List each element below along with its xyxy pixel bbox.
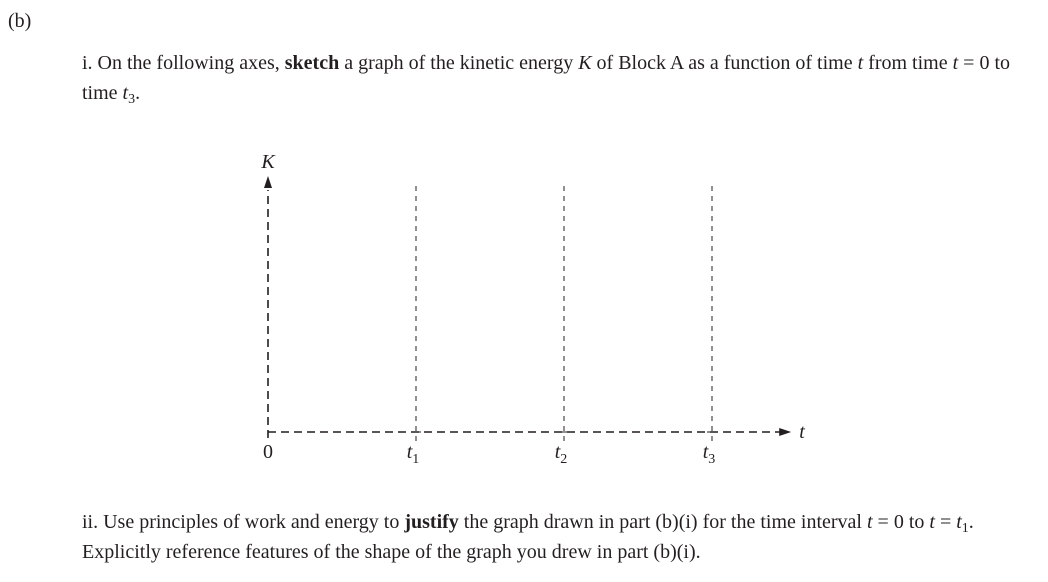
- q1-var-k: K: [578, 52, 592, 74]
- x-axis: [268, 428, 791, 436]
- x-axis-label: t: [799, 421, 805, 443]
- origin-label: 0: [263, 441, 273, 463]
- q1-sub3: 3: [128, 92, 136, 107]
- tick-label-t3: $t_3$: [702, 441, 716, 467]
- part-label: (b): [8, 10, 32, 32]
- q1-bold-sketch: sketch: [284, 52, 340, 74]
- q1-var-t3: t: [122, 82, 129, 104]
- q2-var-t: t: [866, 511, 873, 533]
- q2-prefix: ii. Use principles of work and energy to: [82, 511, 405, 533]
- question-ii: [82, 507, 1042, 567]
- q2-var-t1: t: [956, 511, 962, 533]
- y-axis-arrow: [264, 176, 272, 188]
- grid-lines: [411, 186, 717, 446]
- q2-bold-justify: justify: [404, 511, 459, 533]
- y-axis-label: K: [261, 151, 275, 173]
- tick-label-t1: $t_1$: [406, 441, 420, 467]
- q1-end: .: [135, 82, 141, 104]
- tick-label-t2: $t_2$: [554, 441, 568, 467]
- axis-labels: [260, 151, 805, 467]
- x-axis-arrow: [779, 428, 791, 436]
- q1-mid4: = 0 to time: [82, 52, 1011, 104]
- q1-prefix: i. On the following axes,: [82, 52, 285, 74]
- q2-end: . Explicitly reference features of the shape of the graph you drew in part (b)(i).: [82, 511, 974, 563]
- q1-mid1: a graph of the kinetic energy: [339, 52, 579, 74]
- q2-sub1: 1: [961, 521, 969, 536]
- y-axis: [264, 176, 272, 438]
- q2-mid3: =: [934, 511, 957, 533]
- q2-var-t-second: t: [929, 511, 935, 533]
- q2-mid1: the graph drawn in part (b)(i) for the time interval: [458, 511, 867, 533]
- q1-var-t-second: t: [952, 52, 959, 74]
- q1-var-t: t: [857, 52, 864, 74]
- q2-mid2: = 0 to: [872, 511, 930, 533]
- q1-mid3: from time: [863, 52, 953, 74]
- q1-mid2: of Block A as a function of time: [591, 52, 858, 74]
